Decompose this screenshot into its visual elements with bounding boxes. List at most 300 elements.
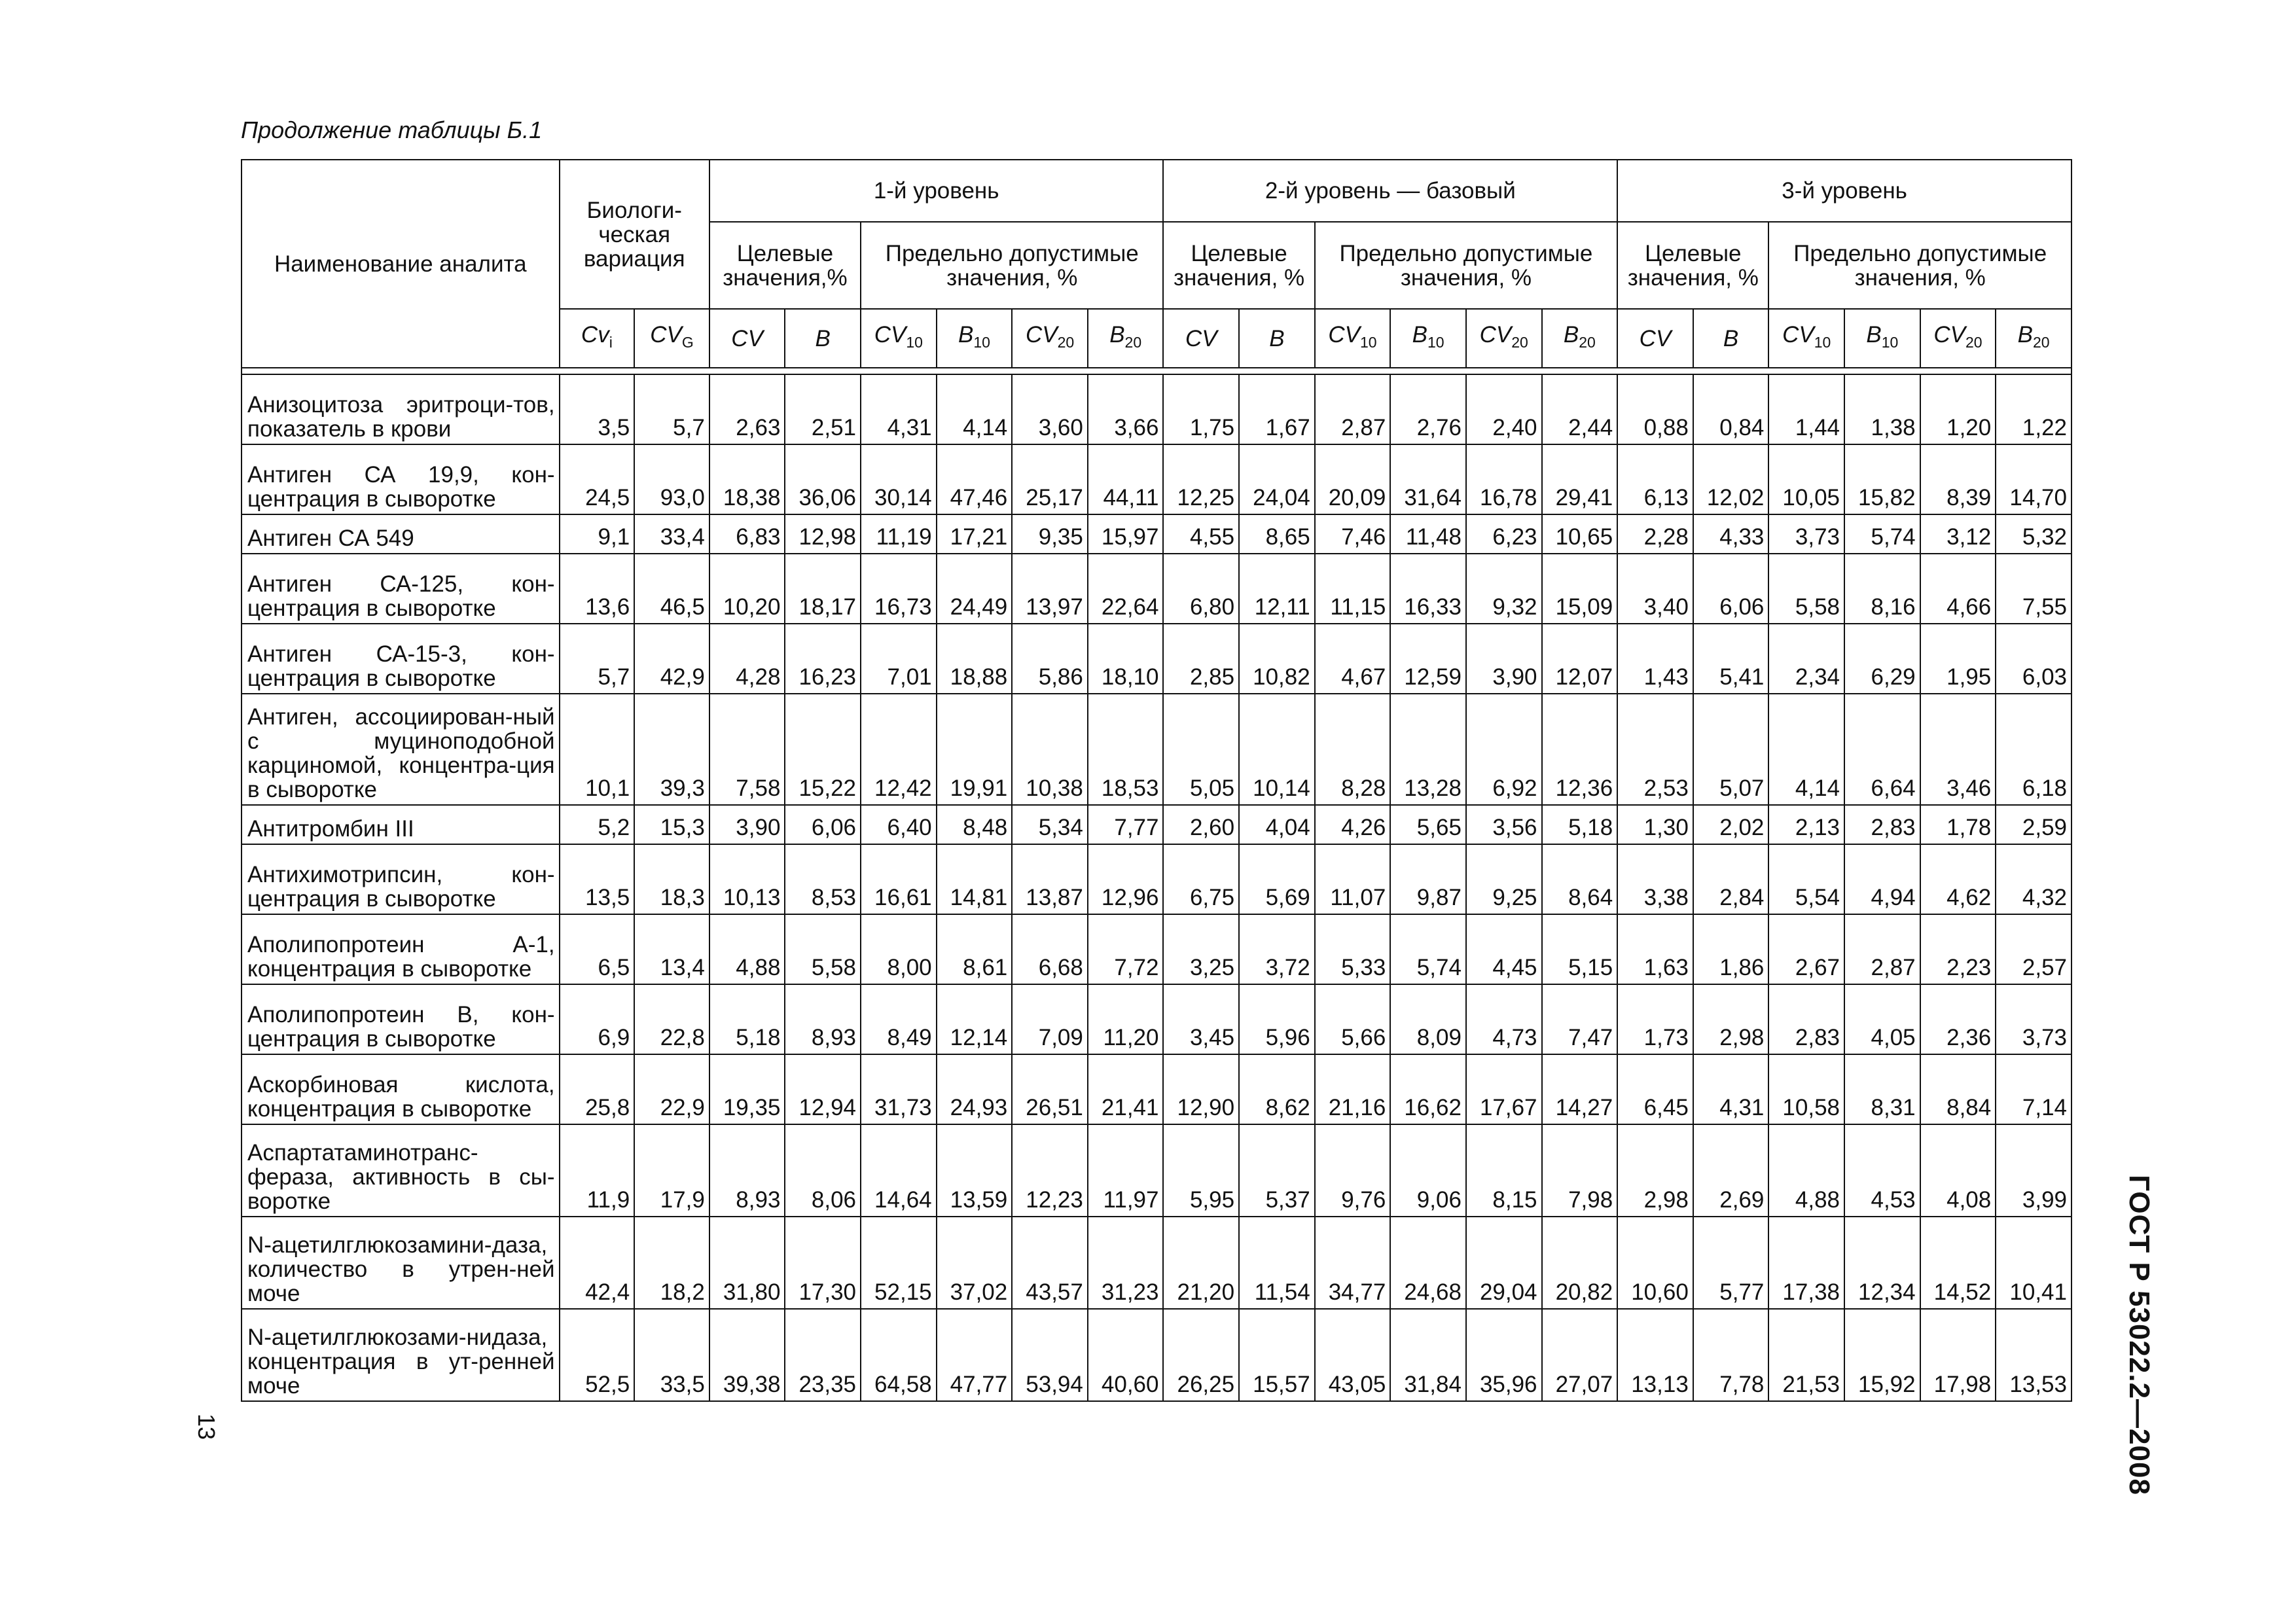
value-cell: 3,72 xyxy=(1239,914,1315,984)
value-cell: 4,45 xyxy=(1466,914,1542,984)
value-cell: 13,6 xyxy=(560,554,635,624)
value-cell: 9,35 xyxy=(1012,514,1088,554)
value-cell: 4,53 xyxy=(1844,1124,1920,1217)
value-cell: 10,05 xyxy=(1768,444,1844,514)
value-cell: 11,15 xyxy=(1315,554,1391,624)
value-cell: 12,14 xyxy=(937,984,1013,1054)
value-cell: 11,20 xyxy=(1088,984,1164,1054)
column-symbol-header xyxy=(1617,309,1693,368)
value-cell: 12,94 xyxy=(785,1054,861,1124)
value-cell: 2,28 xyxy=(1617,514,1693,554)
column-symbol-header xyxy=(937,309,1013,368)
table-row xyxy=(242,554,2072,624)
value-cell: 47,46 xyxy=(937,444,1013,514)
value-cell: 20,09 xyxy=(1315,444,1391,514)
value-cell: 2,57 xyxy=(1996,914,2072,984)
analyte-name: Антиген СА-125, кон-центрация в сыворотке xyxy=(242,554,560,624)
value-cell: 31,73 xyxy=(861,1054,937,1124)
symbol-subscript: 20 xyxy=(2033,333,2050,351)
symbol: $CV_{10}$ xyxy=(1328,321,1377,351)
analyte-name: Аполипопротеин А-1, концентрация в сыворотке xyxy=(242,914,560,984)
value-cell: 1,95 xyxy=(1920,624,1996,694)
value-cell: 8,28 xyxy=(1315,694,1391,805)
symbol: B xyxy=(1723,325,1739,351)
column-symbol-header xyxy=(1012,309,1088,368)
column-symbol-header xyxy=(1315,309,1391,368)
value-cell: 10,82 xyxy=(1239,624,1315,694)
value-cell: 5,18 xyxy=(709,984,785,1054)
value-cell: 2,69 xyxy=(1693,1124,1769,1217)
value-cell: 13,4 xyxy=(634,914,709,984)
value-cell: 2,76 xyxy=(1390,374,1466,444)
value-cell: 43,57 xyxy=(1012,1217,1088,1309)
value-cell: 2,59 xyxy=(1996,805,2072,844)
value-cell: 1,22 xyxy=(1996,374,2072,444)
value-cell: 11,48 xyxy=(1390,514,1466,554)
value-cell: 7,01 xyxy=(861,624,937,694)
value-cell: 6,45 xyxy=(1617,1054,1693,1124)
analyte-name: Антихимотрипсин, кон-центрация в сыворотке xyxy=(242,844,560,914)
symbol-subscript: 10 xyxy=(1881,333,1899,351)
value-cell: 8,06 xyxy=(785,1124,861,1217)
analyte-header: Наименование аналита xyxy=(242,160,560,368)
header-separator xyxy=(242,368,2072,374)
value-cell: 12,96 xyxy=(1088,844,1164,914)
value-cell: 15,22 xyxy=(785,694,861,805)
column-symbol-header xyxy=(1239,309,1315,368)
value-cell: 6,83 xyxy=(709,514,785,554)
value-cell: 18,53 xyxy=(1088,694,1164,805)
value-cell: 5,65 xyxy=(1390,805,1466,844)
value-cell: 9,32 xyxy=(1466,554,1542,624)
value-cell: 10,14 xyxy=(1239,694,1315,805)
column-symbol-header xyxy=(861,309,937,368)
value-cell: 11,97 xyxy=(1088,1124,1164,1217)
symbol: $B_{20}$ xyxy=(2017,321,2050,351)
value-cell: 6,9 xyxy=(560,984,635,1054)
symbol-subscript: 10 xyxy=(1360,333,1377,351)
value-cell: 8,84 xyxy=(1920,1054,1996,1124)
symbol-subscript: 10 xyxy=(1427,333,1444,351)
value-cell: 33,5 xyxy=(634,1309,709,1401)
value-cell: 4,04 xyxy=(1239,805,1315,844)
symbol: B xyxy=(1269,325,1285,351)
value-cell: 5,74 xyxy=(1844,514,1920,554)
value-cell: 4,88 xyxy=(709,914,785,984)
value-cell: 0,84 xyxy=(1693,374,1769,444)
value-cell: 6,80 xyxy=(1163,554,1239,624)
analyte-name: Аспартатаминотранс-фераза, активность в сы-воротке xyxy=(242,1124,560,1217)
page-number-text: 13 xyxy=(192,1413,220,1440)
standard-designation xyxy=(2113,1099,2165,1571)
value-cell: 42,4 xyxy=(560,1217,635,1309)
value-cell: 35,96 xyxy=(1466,1309,1542,1401)
symbol: $CV_{10}$ xyxy=(1782,321,1831,351)
value-cell: 4,31 xyxy=(861,374,937,444)
value-cell: 1,43 xyxy=(1617,624,1693,694)
column-symbol-header xyxy=(634,309,709,368)
column-symbol-header xyxy=(1920,309,1996,368)
value-cell: 0,88 xyxy=(1617,374,1693,444)
value-cell: 10,65 xyxy=(1542,514,1618,554)
value-cell: 3,90 xyxy=(1466,624,1542,694)
value-cell: 16,73 xyxy=(861,554,937,624)
column-symbol-header xyxy=(1768,309,1844,368)
value-cell: 13,28 xyxy=(1390,694,1466,805)
value-cell: 16,62 xyxy=(1390,1054,1466,1124)
value-cell: 4,26 xyxy=(1315,805,1391,844)
value-cell: 29,41 xyxy=(1542,444,1618,514)
table-row xyxy=(242,1124,2072,1217)
value-cell: 6,40 xyxy=(861,805,937,844)
value-cell: 2,44 xyxy=(1542,374,1618,444)
value-cell: 4,28 xyxy=(709,624,785,694)
value-cell: 2,67 xyxy=(1768,914,1844,984)
value-cell: 2,40 xyxy=(1466,374,1542,444)
level1-header: 1-й уровень xyxy=(709,160,1164,222)
value-cell: 4,94 xyxy=(1844,844,1920,914)
value-cell: 3,73 xyxy=(1768,514,1844,554)
value-cell: 5,86 xyxy=(1012,624,1088,694)
value-cell: 18,38 xyxy=(709,444,785,514)
value-cell: 12,59 xyxy=(1390,624,1466,694)
value-cell: 64,58 xyxy=(861,1309,937,1401)
value-cell: 2,98 xyxy=(1617,1124,1693,1217)
column-symbol-header xyxy=(1844,309,1920,368)
value-cell: 3,99 xyxy=(1996,1124,2072,1217)
value-cell: 7,72 xyxy=(1088,914,1164,984)
analyte-name: N-ацетилглюкозами-нидаза, концентрация в ут-ренней моче xyxy=(242,1309,560,1401)
value-cell: 5,58 xyxy=(785,914,861,984)
value-cell: 5,54 xyxy=(1768,844,1844,914)
target-header-l2: Целевые значения, % xyxy=(1163,222,1314,309)
value-cell: 5,2 xyxy=(560,805,635,844)
column-symbol-header xyxy=(1088,309,1164,368)
target-header-l3: Целевые значения, % xyxy=(1617,222,1768,309)
column-symbol-header xyxy=(1466,309,1542,368)
value-cell: 9,06 xyxy=(1390,1124,1466,1217)
value-cell: 5,7 xyxy=(634,374,709,444)
value-cell: 8,31 xyxy=(1844,1054,1920,1124)
value-cell: 4,62 xyxy=(1920,844,1996,914)
symbol: $Cv_i$ xyxy=(581,321,613,351)
value-cell: 1,73 xyxy=(1617,984,1693,1054)
value-cell: 19,91 xyxy=(937,694,1013,805)
value-cell: 40,60 xyxy=(1088,1309,1164,1401)
value-cell: 25,17 xyxy=(1012,444,1088,514)
value-cell: 9,1 xyxy=(560,514,635,554)
value-cell: 24,04 xyxy=(1239,444,1315,514)
value-cell: 2,36 xyxy=(1920,984,1996,1054)
value-cell: 1,44 xyxy=(1768,374,1844,444)
value-cell: 7,47 xyxy=(1542,984,1618,1054)
value-cell: 1,86 xyxy=(1693,914,1769,984)
value-cell: 25,8 xyxy=(560,1054,635,1124)
value-cell: 3,5 xyxy=(560,374,635,444)
value-cell: 30,14 xyxy=(861,444,937,514)
symbol: B xyxy=(815,325,831,351)
table-row xyxy=(242,984,2072,1054)
value-cell: 4,14 xyxy=(937,374,1013,444)
value-cell: 4,88 xyxy=(1768,1124,1844,1217)
symbol: $B_{20}$ xyxy=(1109,321,1142,351)
symbol: $CV_{10}$ xyxy=(874,321,923,351)
value-cell: 15,09 xyxy=(1542,554,1618,624)
value-cell: 3,25 xyxy=(1163,914,1239,984)
value-cell: 4,66 xyxy=(1920,554,1996,624)
bio-variation-header: Биологи- ческая вариация xyxy=(560,160,709,309)
value-cell: 13,87 xyxy=(1012,844,1088,914)
value-cell: 53,94 xyxy=(1012,1309,1088,1401)
value-cell: 2,23 xyxy=(1920,914,1996,984)
limit-header-l1: Предельно допустимые значения, % xyxy=(861,222,1163,309)
value-cell: 93,0 xyxy=(634,444,709,514)
value-cell: 6,23 xyxy=(1466,514,1542,554)
column-symbol-header xyxy=(1163,309,1239,368)
value-cell: 8,93 xyxy=(785,984,861,1054)
value-cell: 44,11 xyxy=(1088,444,1164,514)
value-cell: 5,32 xyxy=(1996,514,2072,554)
value-cell: 3,90 xyxy=(709,805,785,844)
value-cell: 10,60 xyxy=(1617,1217,1693,1309)
value-cell: 5,33 xyxy=(1315,914,1391,984)
table-row xyxy=(242,514,2072,554)
value-cell: 2,85 xyxy=(1163,624,1239,694)
value-cell: 2,53 xyxy=(1617,694,1693,805)
value-cell: 5,41 xyxy=(1693,624,1769,694)
value-cell: 11,9 xyxy=(560,1124,635,1217)
value-cell: 52,5 xyxy=(560,1309,635,1401)
symbol: $B_{10}$ xyxy=(958,321,990,351)
analyte-name: Антиген СА 19,9, кон-центрация в сыворотке xyxy=(242,444,560,514)
value-cell: 3,40 xyxy=(1617,554,1693,624)
value-cell: 16,23 xyxy=(785,624,861,694)
value-cell: 4,32 xyxy=(1996,844,2072,914)
table-row xyxy=(242,374,2072,444)
value-cell: 3,45 xyxy=(1163,984,1239,1054)
value-cell: 7,78 xyxy=(1693,1309,1769,1401)
value-cell: 6,29 xyxy=(1844,624,1920,694)
value-cell: 3,73 xyxy=(1996,984,2072,1054)
value-cell: 17,38 xyxy=(1768,1217,1844,1309)
value-cell: 18,88 xyxy=(937,624,1013,694)
symbol: CV xyxy=(1639,325,1672,351)
value-cell: 13,5 xyxy=(560,844,635,914)
value-cell: 4,08 xyxy=(1920,1124,1996,1217)
value-cell: 16,61 xyxy=(861,844,937,914)
value-cell: 5,15 xyxy=(1542,914,1618,984)
value-cell: 12,25 xyxy=(1163,444,1239,514)
value-cell: 3,46 xyxy=(1920,694,1996,805)
value-cell: 43,05 xyxy=(1315,1309,1391,1401)
value-cell: 15,97 xyxy=(1088,514,1164,554)
value-cell: 5,7 xyxy=(560,624,635,694)
table-row xyxy=(242,1309,2072,1401)
table-row xyxy=(242,805,2072,844)
value-cell: 31,64 xyxy=(1390,444,1466,514)
value-cell: 2,13 xyxy=(1768,805,1844,844)
value-cell: 31,80 xyxy=(709,1217,785,1309)
analyte-name: Аполипопротеин В, кон-центрация в сыворотке xyxy=(242,984,560,1054)
symbol-subscript: 10 xyxy=(1814,333,1831,351)
value-cell: 12,23 xyxy=(1012,1124,1088,1217)
column-symbol-header xyxy=(560,309,635,368)
value-cell: 8,16 xyxy=(1844,554,1920,624)
value-cell: 14,52 xyxy=(1920,1217,1996,1309)
value-cell: 21,20 xyxy=(1163,1217,1239,1309)
value-cell: 1,78 xyxy=(1920,805,1996,844)
value-cell: 1,20 xyxy=(1920,374,1996,444)
value-cell: 13,97 xyxy=(1012,554,1088,624)
value-cell: 29,04 xyxy=(1466,1217,1542,1309)
value-cell: 20,82 xyxy=(1542,1217,1618,1309)
value-cell: 34,77 xyxy=(1315,1217,1391,1309)
value-cell: 36,06 xyxy=(785,444,861,514)
value-cell: 5,69 xyxy=(1239,844,1315,914)
symbol-subscript: 10 xyxy=(906,333,923,351)
value-cell: 8,39 xyxy=(1920,444,1996,514)
symbol: CV xyxy=(731,325,763,351)
value-cell: 4,73 xyxy=(1466,984,1542,1054)
value-cell: 5,95 xyxy=(1163,1124,1239,1217)
symbol: $CV_G$ xyxy=(650,321,694,351)
value-cell: 8,53 xyxy=(785,844,861,914)
table-row xyxy=(242,844,2072,914)
value-cell: 4,05 xyxy=(1844,984,1920,1054)
value-cell: 1,30 xyxy=(1617,805,1693,844)
value-cell: 7,77 xyxy=(1088,805,1164,844)
value-cell: 6,06 xyxy=(1693,554,1769,624)
value-cell: 6,92 xyxy=(1466,694,1542,805)
value-cell: 8,61 xyxy=(937,914,1013,984)
value-cell: 10,41 xyxy=(1996,1217,2072,1309)
value-cell: 3,12 xyxy=(1920,514,1996,554)
value-cell: 3,60 xyxy=(1012,374,1088,444)
value-cell: 15,3 xyxy=(634,805,709,844)
table-row xyxy=(242,1217,2072,1309)
value-cell: 10,1 xyxy=(560,694,635,805)
value-cell: 39,3 xyxy=(634,694,709,805)
value-cell: 47,77 xyxy=(937,1309,1013,1401)
analyte-name: Антиген, ассоциирован-ный с муцинoподобной карциномой, концентра-ция в сыворотке xyxy=(242,694,560,805)
value-cell: 22,64 xyxy=(1088,554,1164,624)
value-cell: 12,98 xyxy=(785,514,861,554)
value-cell: 8,93 xyxy=(709,1124,785,1217)
value-cell: 52,15 xyxy=(861,1217,937,1309)
value-cell: 1,75 xyxy=(1163,374,1239,444)
value-cell: 5,96 xyxy=(1239,984,1315,1054)
value-cell: 24,49 xyxy=(937,554,1013,624)
value-cell: 7,55 xyxy=(1996,554,2072,624)
value-cell: 8,62 xyxy=(1239,1054,1315,1124)
level2-header: 2-й уровень — базовый xyxy=(1163,160,1617,222)
symbol: $CV_{20}$ xyxy=(1025,321,1075,351)
value-cell: 14,64 xyxy=(861,1124,937,1217)
table-row xyxy=(242,914,2072,984)
value-cell: 23,35 xyxy=(785,1309,861,1401)
value-cell: 4,31 xyxy=(1693,1054,1769,1124)
value-cell: 2,60 xyxy=(1163,805,1239,844)
value-cell: 8,09 xyxy=(1390,984,1466,1054)
value-cell: 7,14 xyxy=(1996,1054,2072,1124)
value-cell: 4,67 xyxy=(1315,624,1391,694)
symbol: $CV_{20}$ xyxy=(1479,321,1528,351)
symbol: CV xyxy=(1185,325,1217,351)
value-cell: 31,23 xyxy=(1088,1217,1164,1309)
analyte-name: Антитромбин III xyxy=(242,805,560,844)
table-row xyxy=(242,1054,2072,1124)
value-cell: 5,66 xyxy=(1315,984,1391,1054)
symbol-subscript: 10 xyxy=(973,333,990,351)
value-cell: 6,06 xyxy=(785,805,861,844)
value-cell: 5,77 xyxy=(1693,1217,1769,1309)
value-cell: 9,76 xyxy=(1315,1124,1391,1217)
value-cell: 6,68 xyxy=(1012,914,1088,984)
value-cell: 5,37 xyxy=(1239,1124,1315,1217)
value-cell: 5,58 xyxy=(1768,554,1844,624)
value-cell: 6,5 xyxy=(560,914,635,984)
value-cell: 2,83 xyxy=(1844,805,1920,844)
value-cell: 6,03 xyxy=(1996,624,2072,694)
value-cell: 26,51 xyxy=(1012,1054,1088,1124)
value-cell: 1,63 xyxy=(1617,914,1693,984)
standard-text: ГОСТ Р 53022.2—2008 xyxy=(2123,1175,2155,1495)
value-cell: 12,34 xyxy=(1844,1217,1920,1309)
value-cell: 6,75 xyxy=(1163,844,1239,914)
analyte-name: Антиген СА 549 xyxy=(242,514,560,554)
value-cell: 2,84 xyxy=(1693,844,1769,914)
target-header-l1: Целевые значения,% xyxy=(709,222,861,309)
value-cell: 17,98 xyxy=(1920,1309,1996,1401)
value-cell: 6,18 xyxy=(1996,694,2072,805)
value-cell: 12,90 xyxy=(1163,1054,1239,1124)
value-cell: 2,87 xyxy=(1315,374,1391,444)
data-table xyxy=(241,159,2072,1402)
value-cell: 1,38 xyxy=(1844,374,1920,444)
symbol-subscript: G xyxy=(681,333,694,351)
value-cell: 4,55 xyxy=(1163,514,1239,554)
value-cell: 1,67 xyxy=(1239,374,1315,444)
table-row xyxy=(242,624,2072,694)
value-cell: 10,13 xyxy=(709,844,785,914)
value-cell: 46,5 xyxy=(634,554,709,624)
symbol-subscript: 20 xyxy=(1124,333,1142,351)
value-cell: 6,13 xyxy=(1617,444,1693,514)
value-cell: 27,07 xyxy=(1542,1309,1618,1401)
value-cell: 8,49 xyxy=(861,984,937,1054)
value-cell: 13,59 xyxy=(937,1124,1013,1217)
value-cell: 42,9 xyxy=(634,624,709,694)
value-cell: 18,3 xyxy=(634,844,709,914)
value-cell: 24,93 xyxy=(937,1054,1013,1124)
value-cell: 22,8 xyxy=(634,984,709,1054)
value-cell: 15,82 xyxy=(1844,444,1920,514)
value-cell: 3,38 xyxy=(1617,844,1693,914)
column-symbol-header xyxy=(785,309,861,368)
analyte-name: N-ацетилглюкозамини-даза, количество в утрен-ней моче xyxy=(242,1217,560,1309)
value-cell: 17,9 xyxy=(634,1124,709,1217)
value-cell: 12,07 xyxy=(1542,624,1618,694)
value-cell: 11,54 xyxy=(1239,1217,1315,1309)
value-cell: 14,27 xyxy=(1542,1054,1618,1124)
value-cell: 12,36 xyxy=(1542,694,1618,805)
value-cell: 13,13 xyxy=(1617,1309,1693,1401)
column-symbol-header xyxy=(1542,309,1618,368)
value-cell: 16,33 xyxy=(1390,554,1466,624)
value-cell: 3,56 xyxy=(1466,805,1542,844)
value-cell: 8,64 xyxy=(1542,844,1618,914)
value-cell: 8,65 xyxy=(1239,514,1315,554)
